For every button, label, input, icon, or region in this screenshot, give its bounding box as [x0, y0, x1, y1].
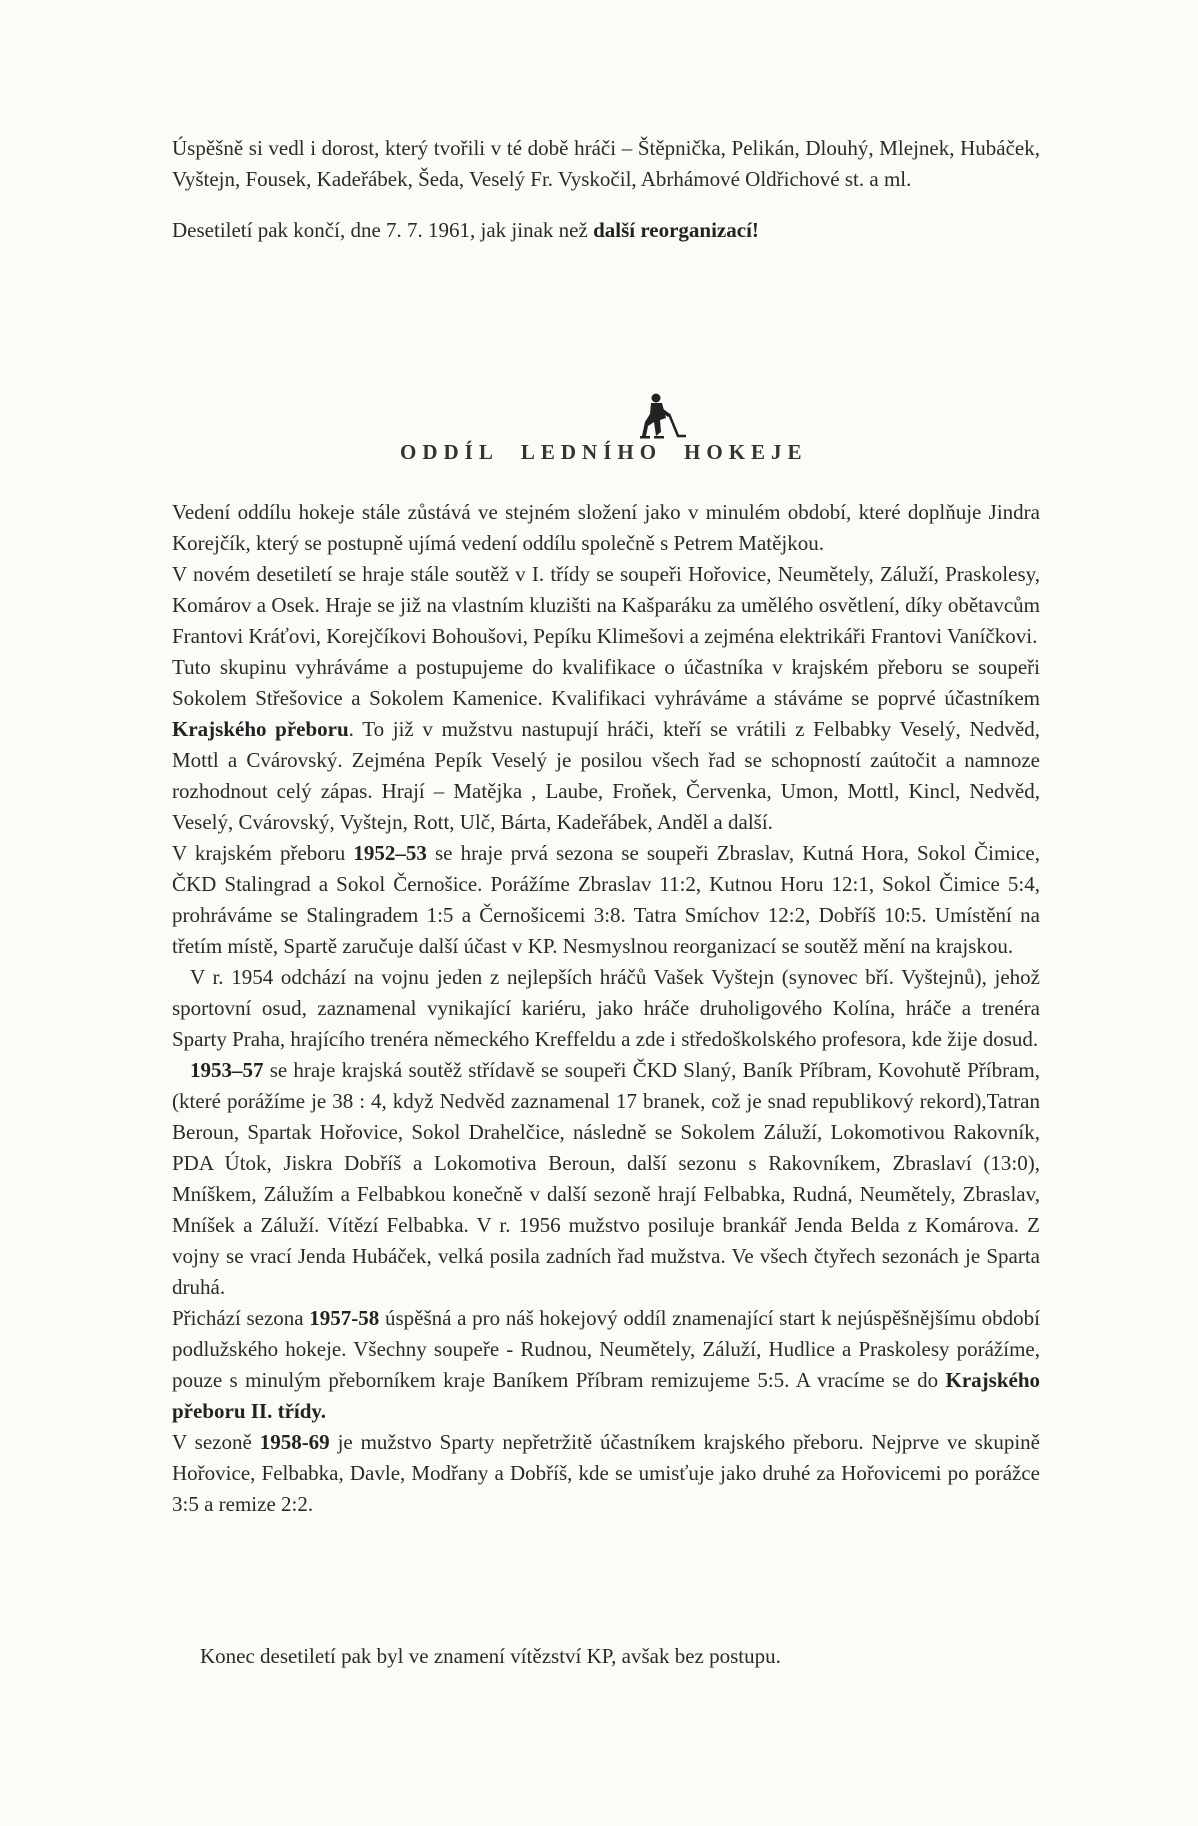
body-paragraph-2: V novém desetiletí se hraje stále soutěž v I. třídy se soupeři Hořovice, Neumětely, Záluží, Praskolesy, Komárov a Osek. Hraje se již na vlastním kluzišti na Kašparáku za umělého osvětlení, díky obětavcům Frantovi Kráťovi, Korejčíkovi Bohoušovi, Pepíku Klimešovi a zejména elektrikáři Frantovi Vaníčkovi. [172, 562, 1040, 648]
section-title-word-1: ODDÍL [400, 440, 499, 464]
body-paragraph-1: Vedení oddílu hokeje stále zůstává ve stejném složení jako v minulém období, které doplňuje Jindra Korejčík, který se postupně ujímá vedení oddílu společně s Petrem Matějkou. [172, 500, 1040, 555]
season-1957-58: 1957-58 [309, 1306, 380, 1330]
body-paragraph-6: 1953–57 se hraje krajská soutěž střídavě se soupeři ČKD Slaný, Baník Příbram, Kovohutě Příbram, (které porážíme je 38 : 4, když Nedvěd zaznamenal 17 branek, což je snad republikový rekord),Tatran Beroun, Spartak Hořovice, Sokol Drahelčice, následně se Sokolem Záluží, Lokomotivou Rakovník, PDA Útok, Jiskra Dobříš a Lokomotiva Beroun, další sezonu s Rakovníkem, Zbraslaví (13:0), Mníškem, Zálužím a Felbabkou konečně v další sezoně hrají Felbabka, Rudná, Neumětely, Zbraslav, Mníšek a Záluží. Vítězí Felbabka. V r. 1956 mužstvo posiluje brankář Jenda Belda z Komárova. Z vojny se vrací Jenda Hubáček, velká posila zadních řad mužstva. Ve všech čtyřech sezonách je Sparta druhá. [172, 1058, 1040, 1299]
section-title-word-2: LEDNÍHO [520, 440, 663, 464]
decade-end-emphasis: další reorganizací! [593, 218, 759, 242]
decade-end-text: Desetiletí pak končí, dne 7. 7. 1961, jak jinak než [172, 218, 594, 242]
intro-section [172, 133, 1040, 195]
hockey-player-icon [636, 392, 688, 444]
main-body [172, 497, 1040, 1520]
decade-end-line [172, 215, 1040, 246]
section-title-word-3: HOKEJE [684, 440, 808, 464]
body-paragraph-3: Tuto skupinu vyhráváme a postupujeme do kvalifikace o účastníka v krajském přeboru se soupeři Sokolem Střešovice a Sokolem Kamenice. Kvalifikaci vyhráváme a stáváme se poprvé účastníkem Krajského přeboru. To již v mužstvu nastupují hráči, kteří se vrátili z Felbabky Veselý, Nedvěd, Mottl a Cvárovský. Zejména Pepík Veselý je posilou všech řad se schopností zaútočit a namnoze rozhodnout celý zápas. Hrají – Matějka , Laube, Froňek, Červenka, Umon, Mottl, Kincl, Nedvěd, Veselý, Cvárovský, Vyštejn, Rott, Ulč, Bárta, Kadeřábek, Anděl a další. [172, 655, 1040, 834]
body-paragraph-4: V krajském přeboru 1952–53 se hraje prvá sezona se soupeři Zbraslav, Kutná Hora, Sokol Čimice, ČKD Stalingrad a Sokol Černošice. Porážíme Zbraslav 11:2, Kutnou Horu 12:1, Sokol Čimice 5:4, prohráváme se Stalingradem 1:5 a Černošicemi 3:8. Tatra Smíchov 12:2, Dobříš 10:5. Umístění na třetím místě, Spartě zaručuje další účast v KP. Nesmyslnou reorganizací se soutěž mění na krajskou. [172, 841, 1041, 958]
body-paragraph-7: Přichází sezona 1957-58 úspěšná a pro náš hokejový oddíl znamenající start k nejúspěšnějšímu období podlužského hokeje. Všechny soupeře - Rudnou, Neumětely, Záluží, Hudlice a Praskolesy porážíme, pouze s minulým přeborníkem kraje Baníkem Příbram remizujeme 5:5. A vracíme se do Krajského přeboru II. třídy. [172, 1306, 1040, 1423]
season-1953-57: 1953–57 [190, 1058, 264, 1082]
krajsky-prebor-emphasis: Krajského přeboru [172, 717, 349, 741]
krajsky-prebor-ii-emphasis: Krajského přeboru II. třídy. [172, 1368, 1040, 1423]
season-1952-53: 1952–53 [353, 841, 427, 865]
intro-paragraph: Úspěšně si vedl i dorost, který tvořili v té době hráči – Štěpnička, Pelikán, Dlouhý, Mlejnek, Hubáček, Vyštejn, Fousek, Kadeřábek, Šeda, Veselý Fr. Vyskočil, Abrhámové Oldřichové st. a ml. [172, 136, 1040, 191]
closing-line: Konec desetiletí pak byl ve znamení vítězství KP, avšak bez postupu. [200, 1644, 781, 1668]
body-paragraph-5: V r. 1954 odchází na vojnu jeden z nejlepších hráčů Vašek Vyštejn (synovec bří. Vyštejnů), jehož sportovní osud, zaznamenal vynikající kariéru, jako hráče druholigového Kolína, hráče a trenéra Sparty Praha, hrajícího trenéra německého Kreffeldu a zde i středoškolského profesora, kde žije dosud. [172, 965, 1040, 1051]
season-1958-69: 1958-69 [259, 1430, 330, 1454]
section-title [400, 440, 920, 465]
body-paragraph-8: V sezoně 1958-69 je mužstvo Sparty nepřetržitě účastníkem krajského přeboru. Nejprve ve skupině Hořovice, Felbabka, Davle, Modřany a Dobříš, kde se umisťuje jako druhé za Hořovicemi po porážce 3:5 a remize 2:2. [172, 1430, 1041, 1516]
